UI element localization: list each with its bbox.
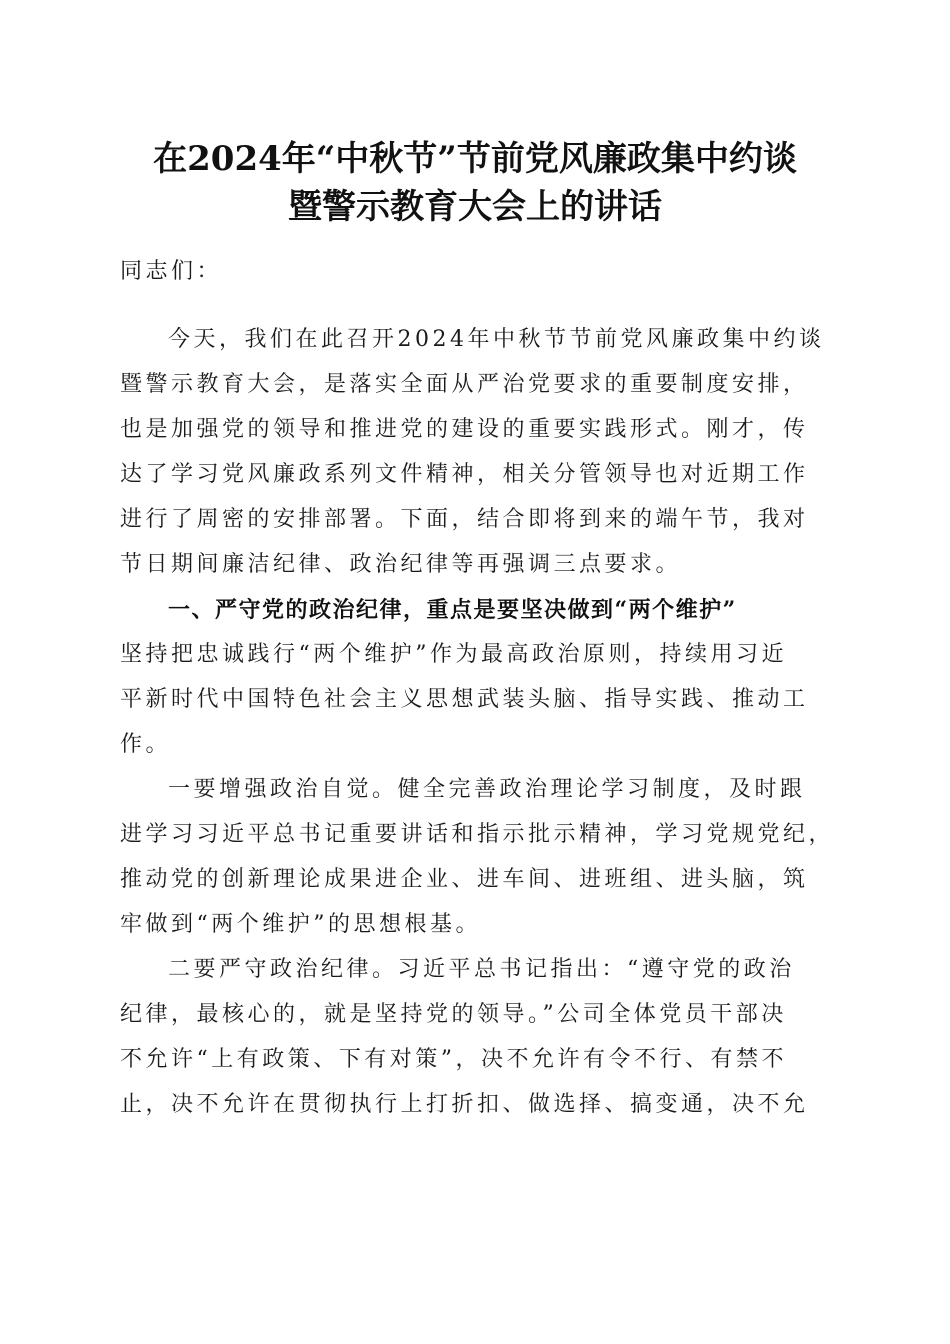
body-line: 止，决不允许在贯彻执行上打折扣、做选择、搞变通，决不允 — [120, 1092, 809, 1117]
salutation: 同志们： — [120, 259, 223, 284]
body-line: 暨警示教育大会，是落实全面从严治党要求的重要制度安排， — [120, 372, 809, 397]
body-line: 节日期间廉洁纪律、政治纪律等再强调三点要求。 — [120, 552, 682, 577]
body-line: 推动党的创新理论成果进企业、进车间、进班组、进头脑，筑 — [120, 867, 809, 892]
body-line: 进学习习近平总书记重要讲话和指示批示精神，学习党规党纪， — [120, 822, 835, 847]
document-title-line-1: 在2024年“中秋节”节前党风廉政集中约谈 — [153, 139, 797, 179]
body-line: 作。 — [120, 732, 172, 757]
body-line: 一要增强政治自觉。健全完善政治理论学习制度，及时跟 — [168, 777, 806, 802]
body-line: 今天，我们在此召开2024年中秋节节前党风廉政集中约谈 — [168, 327, 825, 352]
document-title-line-2: 暨警示教育大会上的讲话 — [288, 187, 662, 227]
body-line: 二要严守政治纪律。习近平总书记指出：“遵守党的政治 — [168, 957, 795, 982]
body-line: 坚持把忠诚践行“两个维护”作为最高政治原则，持续用习近 — [120, 642, 787, 667]
body-line: 平新时代中国特色社会主义思想武装头脑、指导实践、推动工 — [120, 687, 809, 712]
section-heading: 一、严守党的政治纪律，重点是要坚决做到“两个维护” — [168, 597, 737, 623]
body-line: 达了学习党风廉政系列文件精神，相关分管领导也对近期工作 — [120, 462, 809, 487]
body-line: 纪律，最核心的，就是坚持党的领导。”公司全体党员干部决 — [120, 1002, 787, 1027]
body-line: 不允许“上有政策、下有对策”，决不允许有令不行、有禁不 — [120, 1047, 787, 1072]
body-line: 也是加强党的领导和推进党的建设的重要实践形式。刚才，传 — [120, 417, 809, 442]
body-line: 进行了周密的安排部署。下面，结合即将到来的端午节，我对 — [120, 507, 809, 532]
body-line: 牢做到“两个维护”的思想根基。 — [120, 912, 481, 937]
